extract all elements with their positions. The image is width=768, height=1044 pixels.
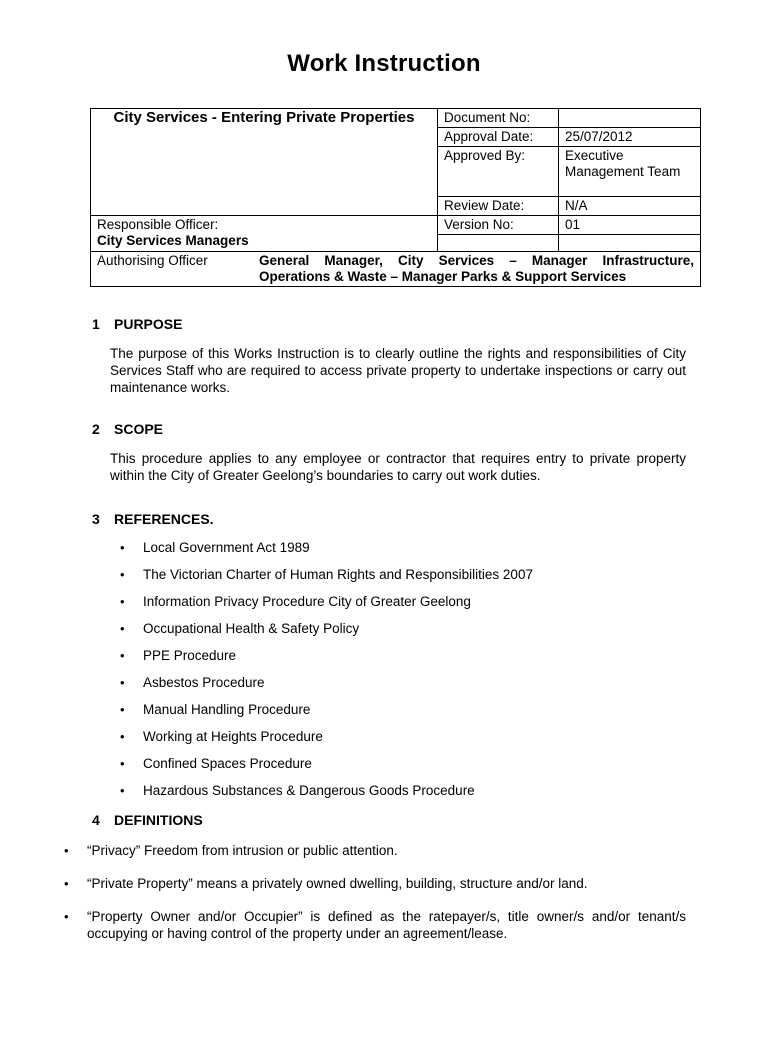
bullet-icon: • — [64, 909, 69, 924]
section-heading-references — [92, 511, 768, 528]
field-label-approval-date: Approval Date: — [438, 128, 559, 147]
field-value-approval-date: 25/07/2012 — [559, 128, 701, 147]
section-number: 3 — [92, 511, 100, 527]
definition-text: “Privacy” Freedom from intrusion or public attention. — [87, 843, 398, 858]
list-item — [120, 701, 686, 718]
responsible-officer-cell — [91, 216, 438, 252]
list-item — [120, 728, 686, 745]
page-title: Work Instruction — [287, 50, 481, 77]
section-number: 4 — [92, 812, 100, 828]
purpose-paragraph: The purpose of this Works Instruction is to clearly outline the rights and responsibilities of City Services Staff who are required to access private property to undertake inspections or carry out maintenance works. — [110, 346, 686, 395]
document-page — [0, 50, 768, 1044]
reference-text: Occupational Health & Safety Policy — [143, 621, 360, 636]
list-item — [120, 782, 686, 799]
responsible-officer-label: Responsible Officer: — [97, 217, 219, 232]
empty-cell — [438, 235, 559, 252]
scope-paragraph: This procedure applies to any employee or contractor that requires entry to private property within the City of Greater Geelong’s boundaries to carry out work duties. — [110, 451, 686, 483]
field-value-version-no: 01 — [559, 216, 701, 235]
list-item — [120, 755, 686, 772]
document-title-cell: City Services - Entering Private Properties — [91, 109, 438, 216]
field-value-review-date: N/A — [559, 197, 701, 216]
references-list — [120, 539, 686, 799]
field-label-review-date: Review Date: — [438, 197, 559, 216]
bullet-icon: • — [120, 729, 125, 744]
reference-text: Manual Handling Procedure — [143, 702, 311, 717]
authorising-officer-cell — [91, 252, 701, 287]
definition-text: “Property Owner and/or Occupier” is defined as the ratepayer/s, title owner/s and/or tenant/s occupying or having control of the property under an agreement/lease. — [87, 909, 686, 941]
section-title: REFERENCES. — [114, 511, 214, 527]
field-value-approved-by: Executive Management Team — [559, 147, 701, 197]
bullet-icon: • — [120, 567, 125, 582]
definition-text: “Private Property” means a privately owned dwelling, building, structure and/or land. — [87, 876, 588, 891]
list-item — [120, 647, 686, 664]
section-number: 2 — [92, 421, 100, 437]
bullet-icon: • — [120, 621, 125, 636]
section-title: SCOPE — [114, 421, 164, 437]
section-title: DEFINITIONS — [114, 812, 203, 828]
authorising-officer-value: General Manager, City Services – Manager Infrastructure, Operations & Waste – Manager Parks & Support Services — [259, 253, 694, 284]
reference-text: Confined Spaces Procedure — [143, 756, 312, 771]
section-title: PURPOSE — [114, 316, 183, 332]
list-item — [64, 842, 686, 859]
bullet-icon: • — [120, 594, 125, 609]
bullet-icon: • — [120, 756, 125, 771]
responsible-officer-value: City Services Managers — [97, 233, 249, 248]
list-item — [120, 539, 686, 556]
bullet-icon: • — [64, 843, 69, 858]
bullet-icon: • — [120, 702, 125, 717]
reference-text: Hazardous Substances & Dangerous Goods Procedure — [143, 783, 475, 798]
list-item — [64, 875, 686, 892]
authorising-officer-label: Authorising Officer — [97, 253, 208, 268]
section-heading-definitions — [92, 812, 768, 829]
empty-cell — [559, 235, 701, 252]
bullet-icon: • — [64, 876, 69, 891]
field-label-version-no: Version No: — [438, 216, 559, 235]
list-item — [120, 674, 686, 691]
bullet-icon: • — [120, 675, 125, 690]
field-label-document-no: Document No: — [438, 109, 559, 128]
reference-text: The Victorian Charter of Human Rights and Responsibilities 2007 — [143, 567, 533, 582]
bullet-icon: • — [120, 540, 125, 555]
reference-text: Local Government Act 1989 — [143, 540, 310, 555]
list-item — [120, 593, 686, 610]
list-item — [120, 566, 686, 583]
reference-text: Asbestos Procedure — [143, 675, 265, 690]
bullet-icon: • — [120, 783, 125, 798]
section-heading-scope — [92, 421, 768, 438]
reference-text: Working at Heights Procedure — [143, 729, 323, 744]
section-heading-purpose — [92, 316, 768, 333]
field-label-approved-by: Approved By: — [438, 147, 559, 197]
field-value-document-no — [559, 109, 701, 128]
section-number: 1 — [92, 316, 100, 332]
reference-text: Information Privacy Procedure City of Greater Geelong — [143, 594, 471, 609]
definitions-list — [64, 842, 686, 942]
document-info-table — [90, 108, 701, 287]
reference-text: PPE Procedure — [143, 648, 237, 663]
list-item — [64, 908, 686, 942]
list-item — [120, 620, 686, 637]
bullet-icon: • — [120, 648, 125, 663]
